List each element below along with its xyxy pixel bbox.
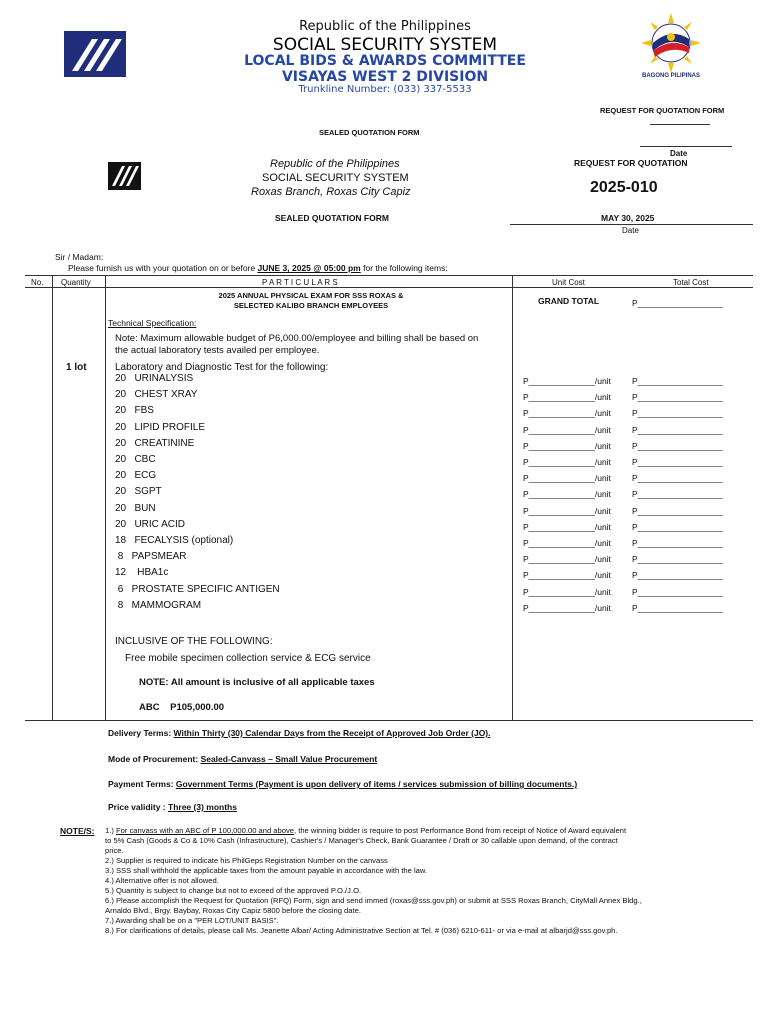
- procurement-mode: [108, 754, 377, 764]
- note-3: 3.) SSS shall withhold the applicable taxes from the amount payable in accordance with the law.: [105, 866, 428, 875]
- intro-post: for the following items:: [360, 263, 448, 273]
- col-divider-1: [52, 275, 53, 720]
- test-item-label: 6 PROSTATE SPECIFIC ANTIGEN: [115, 583, 280, 595]
- delivery-label: Delivery Terms:: [108, 728, 174, 738]
- validity-value: Three (3) months: [168, 802, 237, 812]
- sealed-quotation-mid: SEALED QUOTATION FORM: [275, 213, 389, 223]
- test-item-label: 20 CHEST XRAY: [115, 389, 198, 401]
- test-item-label: 20 CBC: [115, 454, 156, 465]
- total-cost-field[interactable]: P__________________: [632, 602, 723, 613]
- agency-sss: SOCIAL SECURITY SYSTEM: [262, 172, 409, 184]
- test-item-label: 12 HBA1c: [115, 567, 169, 579]
- letterhead-bac: LOCAL BIDS & AWARDS COMMITTEE: [244, 53, 526, 69]
- note-6-line-2: Arnaldo Blvd., Brgy. Baybay, Roxas City Capiz 5800 before the closing date.: [105, 906, 361, 915]
- total-cost-field[interactable]: P__________________: [632, 554, 723, 565]
- test-item-label: 8 PAPSMEAR: [115, 551, 187, 563]
- col-header-unit-cost: Unit Cost: [552, 278, 585, 287]
- test-item-label: 20 CREATININE: [115, 437, 195, 449]
- rfq-form-underline: [650, 124, 710, 125]
- bagong-pilipinas-logo: [641, 13, 701, 73]
- total-cost-field[interactable]: P__________________: [632, 489, 723, 500]
- table-title-1: 2025 ANNUAL PHYSICAL EXAM FOR SSS ROXAS &: [218, 291, 404, 300]
- payment-terms: [108, 779, 577, 789]
- test-item-label: 20 SGPT: [115, 486, 162, 498]
- validity-label: Price validity :: [108, 802, 168, 812]
- unit-cost-field[interactable]: P______________/unit: [523, 489, 611, 500]
- note-8: 8.) For clarifications of details, please call Ms. Jeanette Albar/ Acting Administrative Section at Tel. # (036) 6210-611- or via e-mail at albarjd@sss.gov.ph.: [105, 926, 618, 935]
- note-5: 5.) Quantity is subject to change but not to exceed of the approved P.O./J.O.: [105, 886, 362, 895]
- total-cost-field[interactable]: P__________________: [632, 586, 723, 597]
- test-item-label: 20 ECG: [115, 470, 157, 482]
- abc-amount: ABC P105,000.00: [139, 702, 225, 713]
- test-item-label: 20 FBS: [115, 405, 154, 417]
- deadline: JUNE 3, 2025 @ 05:00 pm: [257, 263, 361, 273]
- total-cost-field[interactable]: P__________________: [632, 538, 723, 548]
- mode-label: Mode of Procurement:: [108, 754, 201, 764]
- total-cost-field[interactable]: P__________________: [632, 424, 723, 435]
- test-item-label: 20 URINALYSIS: [115, 373, 194, 384]
- tech-spec: Technical Specification:: [108, 318, 197, 328]
- note-1-line-2: to 5% Cash (Goods & Co & 10% Cash (Infrastructure), Cashier's / Manager's Check, Bank Guarantee / Draft or 30 callable upon demand, of the contract: [105, 836, 618, 845]
- total-cost-field[interactable]: P__________________: [632, 392, 723, 403]
- delivery-value: Within Thirty (30) Calendar Days from the Receipt of Approved Job Order (JO).: [173, 728, 491, 738]
- note-taxes: NOTE: All amount is inclusive of all applicable taxes: [139, 677, 375, 688]
- rfq-form-label: REQUEST FOR QUOTATION FORM: [600, 106, 725, 115]
- note-1-line-3: price.: [105, 846, 124, 855]
- test-item-label: 8 MAMMOGRAM: [115, 599, 202, 611]
- total-cost-field[interactable]: P__________________: [632, 521, 723, 532]
- note-6: 6.) Please accomplish the Request for Quotation (RFQ) Form, sign and send immed (roxas@sss.gov.ph) or submit at SSS Roxas Branch, CityMall Annex Bldg.,: [105, 896, 642, 905]
- col-divider-3: [512, 275, 513, 720]
- inclusive-heading: INCLUSIVE OF THE FOLLOWING:: [115, 636, 273, 647]
- note-2: 2.) Supplier is required to indicate his PhilGeps Registration Number on the canvass: [105, 856, 388, 865]
- notes-label: NOTE/S:: [60, 826, 95, 836]
- total-cost-field[interactable]: P__________________: [632, 505, 723, 516]
- salutation: Sir / Madam:: [55, 252, 104, 262]
- total-cost-field[interactable]: P__________________: [632, 440, 723, 451]
- unit-cost-field[interactable]: P______________/unit: [523, 457, 611, 467]
- col-divider-2: [105, 275, 106, 720]
- unit-cost-field[interactable]: P______________/unit: [523, 473, 611, 484]
- total-cost-field[interactable]: P__________________: [632, 570, 723, 581]
- rfq-number: 2025-010: [590, 179, 658, 196]
- total-cost-field[interactable]: P__________________: [632, 457, 723, 467]
- intro-line: [68, 263, 448, 273]
- date-value: MAY 30, 2025: [601, 213, 655, 223]
- grand-total-label: GRAND TOTAL: [538, 296, 600, 306]
- date-label-mid: Date: [622, 226, 639, 235]
- budget-note-2: the actual laboratory tests availed per employee.: [115, 345, 320, 356]
- date-line-mid: [510, 224, 753, 225]
- table-top-line: [25, 275, 753, 276]
- table-bottom-line: [25, 720, 753, 721]
- table-title-2: SELECTED KALIBO BRANCH EMPLOYEES: [233, 301, 389, 310]
- letterhead-trunkline: Trunkline Number: (033) 337-5533: [298, 84, 472, 95]
- payment-label: Payment Terms:: [108, 779, 176, 789]
- total-cost-field[interactable]: P__________________: [632, 473, 723, 484]
- unit-cost-field[interactable]: P______________/unit: [523, 505, 611, 516]
- unit-cost-field[interactable]: P______________/unit: [523, 392, 611, 403]
- letterhead-republic: Republic of the Philippines: [299, 19, 471, 34]
- col-header-qty: Quantity: [61, 278, 91, 287]
- mode-value: Sealed-Canvass – Small Value Procurement: [200, 754, 378, 764]
- letterhead-division: VISAYAS WEST 2 DIVISION: [281, 69, 489, 85]
- note-1-underlined: For canvass with an ABC of P 100,000.00 and above: [115, 826, 294, 835]
- col-header-particulars: P A R T I C U L A R S: [262, 278, 338, 287]
- test-item-label: 20 BUN: [115, 502, 156, 514]
- grand-total-field[interactable]: P__________________: [632, 298, 723, 308]
- unit-cost-field[interactable]: P______________/unit: [523, 440, 611, 451]
- total-cost-field[interactable]: P__________________: [632, 376, 723, 386]
- unit-cost-field[interactable]: P______________/unit: [523, 521, 611, 532]
- unit-cost-field[interactable]: P______________/unit: [523, 554, 611, 565]
- letterhead-sss: SOCIAL SECURITY SYSTEM: [272, 35, 498, 55]
- unit-cost-field[interactable]: P______________/unit: [523, 570, 611, 581]
- test-item-label: 20 LIPID PROFILE: [115, 421, 206, 433]
- test-item-label: 18 FECALYSIS (optional): [115, 535, 234, 546]
- payment-value: Government Terms (Payment is upon delivery of items / services submission of billing documents.): [175, 779, 578, 789]
- intro-pre: Please furnish us with your quotation on or before: [68, 263, 258, 273]
- rfq-title: REQUEST FOR QUOTATION: [574, 158, 688, 168]
- col-header-no: No.: [31, 278, 44, 287]
- unit-cost-field[interactable]: P______________/unit: [523, 538, 611, 548]
- bagong-pilipinas-text: BAGONG PILIPINAS: [641, 73, 700, 79]
- sealed-quotation-top: SEALED QUOTATION FORM: [319, 128, 420, 137]
- total-cost-field[interactable]: P__________________: [632, 408, 723, 419]
- unit-cost-field[interactable]: P______________/unit: [523, 602, 611, 613]
- test-item-label: 20 URIC ACID: [115, 518, 186, 530]
- delivery-terms: [108, 728, 491, 738]
- agency-republic: Republic of the Philippines: [270, 158, 400, 170]
- notes-list: [105, 826, 753, 936]
- table-header-line: [25, 287, 753, 288]
- free-service: Free mobile specimen collection service & ECG service: [125, 653, 371, 664]
- col-header-total-cost: Total Cost: [673, 278, 709, 287]
- note-7: 7.) Awarding shall be on a "PER LOT/UNIT BASIS".: [105, 916, 279, 925]
- unit-cost-field[interactable]: P______________/unit: [523, 586, 611, 597]
- sss-small-logo: [108, 162, 141, 190]
- unit-cost-field[interactable]: P______________/unit: [523, 424, 611, 435]
- date-line-top: [640, 146, 732, 147]
- lab-intro: Laboratory and Diagnostic Test for the following:: [115, 362, 329, 373]
- note-1: 1.) For canvass with an ABC of P 100,000.00 and above, the winning bidder is require to post Performance Bond from receipt of Notice of Award equivalent: [105, 826, 627, 835]
- budget-note-1: Note: Maximum allowable budget of P6,000.00/employee and billing shall be based on: [115, 333, 479, 344]
- agency-branch: Roxas Branch, Roxas City Capiz: [251, 186, 411, 198]
- note-4: 4.) Alternative offer is not allowed.: [105, 876, 219, 885]
- price-validity: [108, 802, 237, 812]
- quantity-lot: 1 lot: [66, 362, 87, 373]
- unit-cost-field[interactable]: P______________/unit: [523, 408, 611, 419]
- unit-cost-field[interactable]: P______________/unit: [523, 376, 611, 386]
- date-label-top: Date: [670, 149, 688, 158]
